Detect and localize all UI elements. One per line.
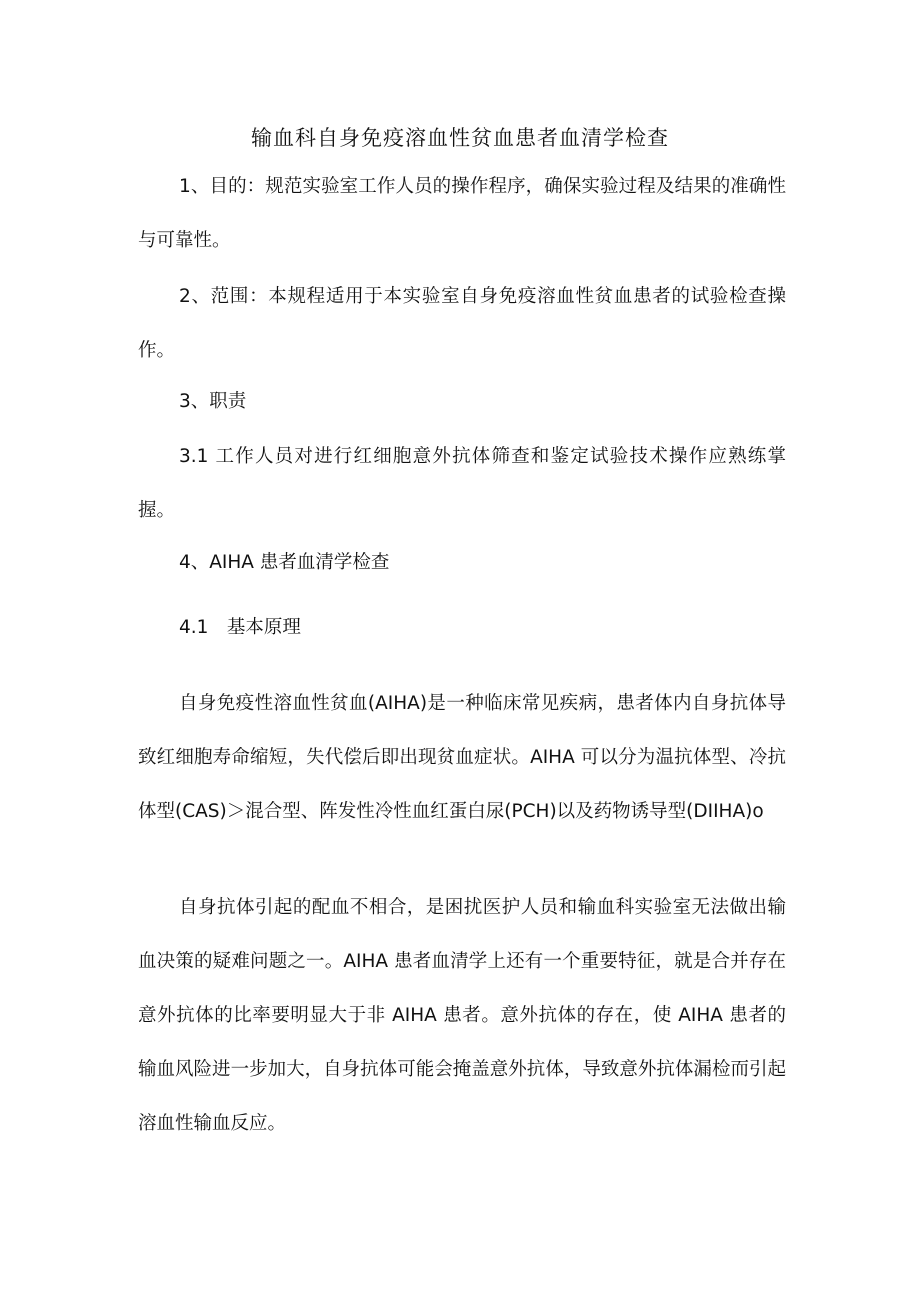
- section-4-1-heading: 4.1 基本原理: [179, 617, 301, 638]
- section-1-purpose: 1、目的：规范实验室工作人员的操作程序，确保实验过程及结果的准确性与可靠性。: [138, 176, 786, 251]
- section-4-heading: 4、AIHA 患者血清学检查: [179, 552, 390, 573]
- document-title: 输血科自身免疫溶血性贫血患者血清学检查: [251, 126, 669, 150]
- section-3-heading: 3、职责: [179, 391, 247, 412]
- principle-paragraph-1: 自身免疫性溶血性贫血(AIHA)是一种临床常见疾病，患者体内自身抗体导致红细胞寿命缩短，失代偿后即出现贫血症状。AIHA 可以分为温抗体型、冷抗体型(CAS)＞混合型、阵发性冷性血红蛋白尿(PCH)以及药物诱导型(DIIHA)o: [138, 693, 786, 822]
- section-2-scope: 2、范围：本规程适用于本实验室自身免疫溶血性贫血患者的试验检查操作。: [138, 286, 786, 361]
- section-3-1-responsibility: 3.1 工作人员对进行红细胞意外抗体筛查和鉴定试验技术操作应熟练掌握。: [138, 446, 786, 521]
- principle-paragraph-2: 自身抗体引起的配血不相合，是困扰医护人员和输血科实验室无法做出输血决策的疑难问题之一。AIHA 患者血清学上还有一个重要特征，就是合并存在意外抗体的比率要明显大于非 AIHA 患者。意外抗体的存在，使 AIHA 患者的输血风险进一步加大，自身抗体可能会掩盖意外抗体，导致意外抗体漏检而引起溶血性输血反应。: [138, 897, 786, 1134]
